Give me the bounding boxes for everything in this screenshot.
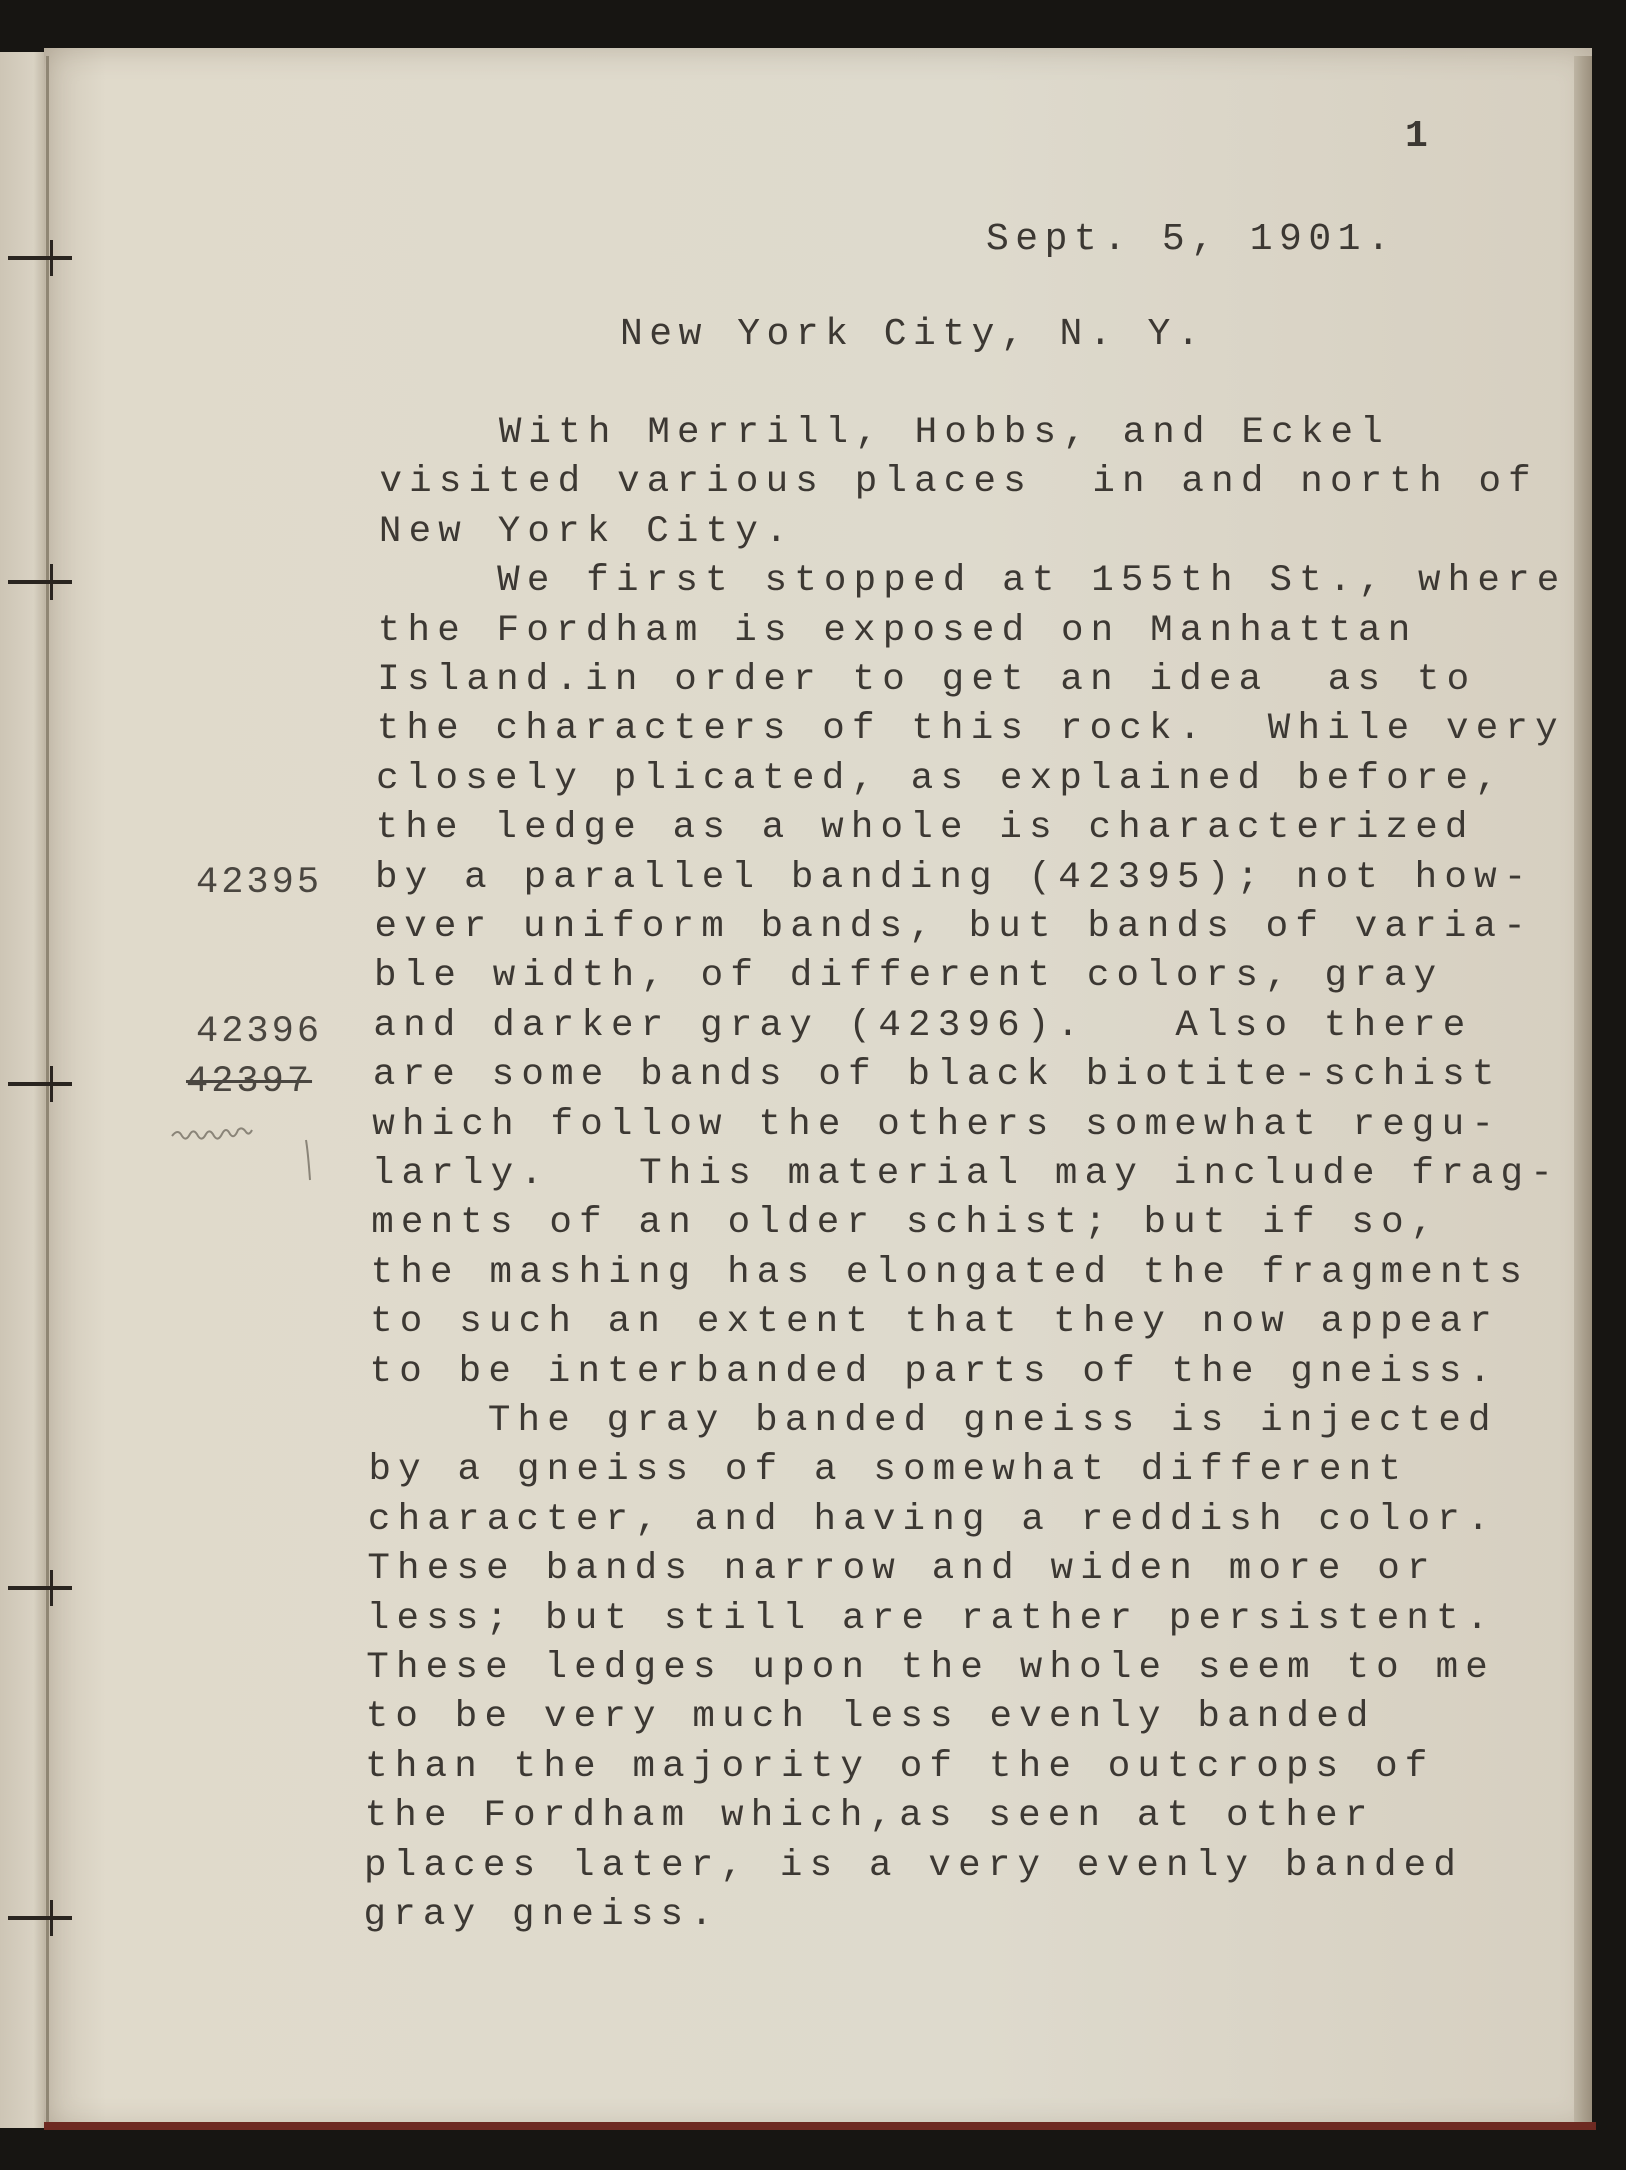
body-line: closely plicated, as explained before, (376, 757, 1505, 800)
body-line: gray gneiss. (363, 1894, 720, 1936)
binding-spine (46, 56, 49, 2126)
binding-stitch (8, 1916, 72, 1920)
pencil-scribble-icon (170, 1122, 320, 1182)
cover-edge (44, 2122, 1596, 2130)
body-line: which follow the others somewhat regu- (372, 1103, 1502, 1146)
body-line: Island.in order to get an idea as to (377, 659, 1477, 701)
body-line: character, and having a reddish color. (367, 1498, 1497, 1541)
margin-specimen-number-struck: 42397 (186, 1061, 313, 1103)
body-line: The gray banded gneiss is injected (369, 1400, 1498, 1442)
margin-specimen-number: 42396 (196, 1011, 323, 1053)
entry-location: New York City, N. Y. (620, 313, 1207, 356)
body-line: With Merrill, Hobbs, and Eckel (380, 412, 1390, 454)
page-number: 1 (1405, 115, 1435, 158)
body-line: New York City. (378, 510, 795, 553)
body-line: ble width, of different colors, gray (373, 955, 1444, 998)
body-line: to be very much less evenly banded (365, 1696, 1376, 1739)
body-line: the mashing has elongated the fragments (370, 1251, 1530, 1294)
body-line: less; but still are rather persistent. (366, 1597, 1496, 1640)
body-line: by a parallel banding (42395); not how- (375, 856, 1534, 899)
body-line: These bands narrow and widen more or (367, 1548, 1437, 1591)
binding-stitch (8, 1586, 72, 1590)
body-line: visited various places in and north of (379, 461, 1538, 504)
body-line: places later, is a very evenly banded (364, 1844, 1464, 1887)
body-line: We first stopped at 155th St., where (378, 560, 1567, 603)
body-line: and darker gray (42396). Also there (373, 1004, 1473, 1047)
binding-stitch (8, 580, 72, 584)
body-line: ever uniform bands, but bands of varia- (374, 906, 1533, 948)
entry-date: Sept. 5, 1901. (986, 218, 1397, 261)
body-line: to such an extent that they now appear (370, 1301, 1499, 1344)
body-line: are some bands of black biotite-schist (372, 1054, 1502, 1097)
body-line: larly. This material may include frag- (371, 1153, 1560, 1195)
binding-stitch (8, 1082, 72, 1086)
body-line: by a gneiss of a somewhat different (368, 1449, 1409, 1492)
body-line: than the majority of the outcrops of (365, 1745, 1435, 1788)
body-line: to be interbanded parts of the gneiss. (369, 1350, 1499, 1393)
body-line: ments of an older schist; but if so, (371, 1202, 1441, 1245)
body-line: the Fordham is exposed on Manhattan (377, 609, 1418, 652)
page-right-edge (1574, 56, 1592, 2126)
body-line: the ledge as a whole is characterized (375, 807, 1475, 850)
margin-specimen-number: 42395 (196, 862, 323, 904)
previous-page-edge (0, 52, 48, 2128)
body-line: the characters of this rock. While very (376, 708, 1565, 751)
binding-stitch (8, 256, 72, 260)
body-line: These ledges upon the whole seem to me (366, 1647, 1495, 1689)
body-line: the Fordham which,as seen at other (364, 1795, 1375, 1838)
